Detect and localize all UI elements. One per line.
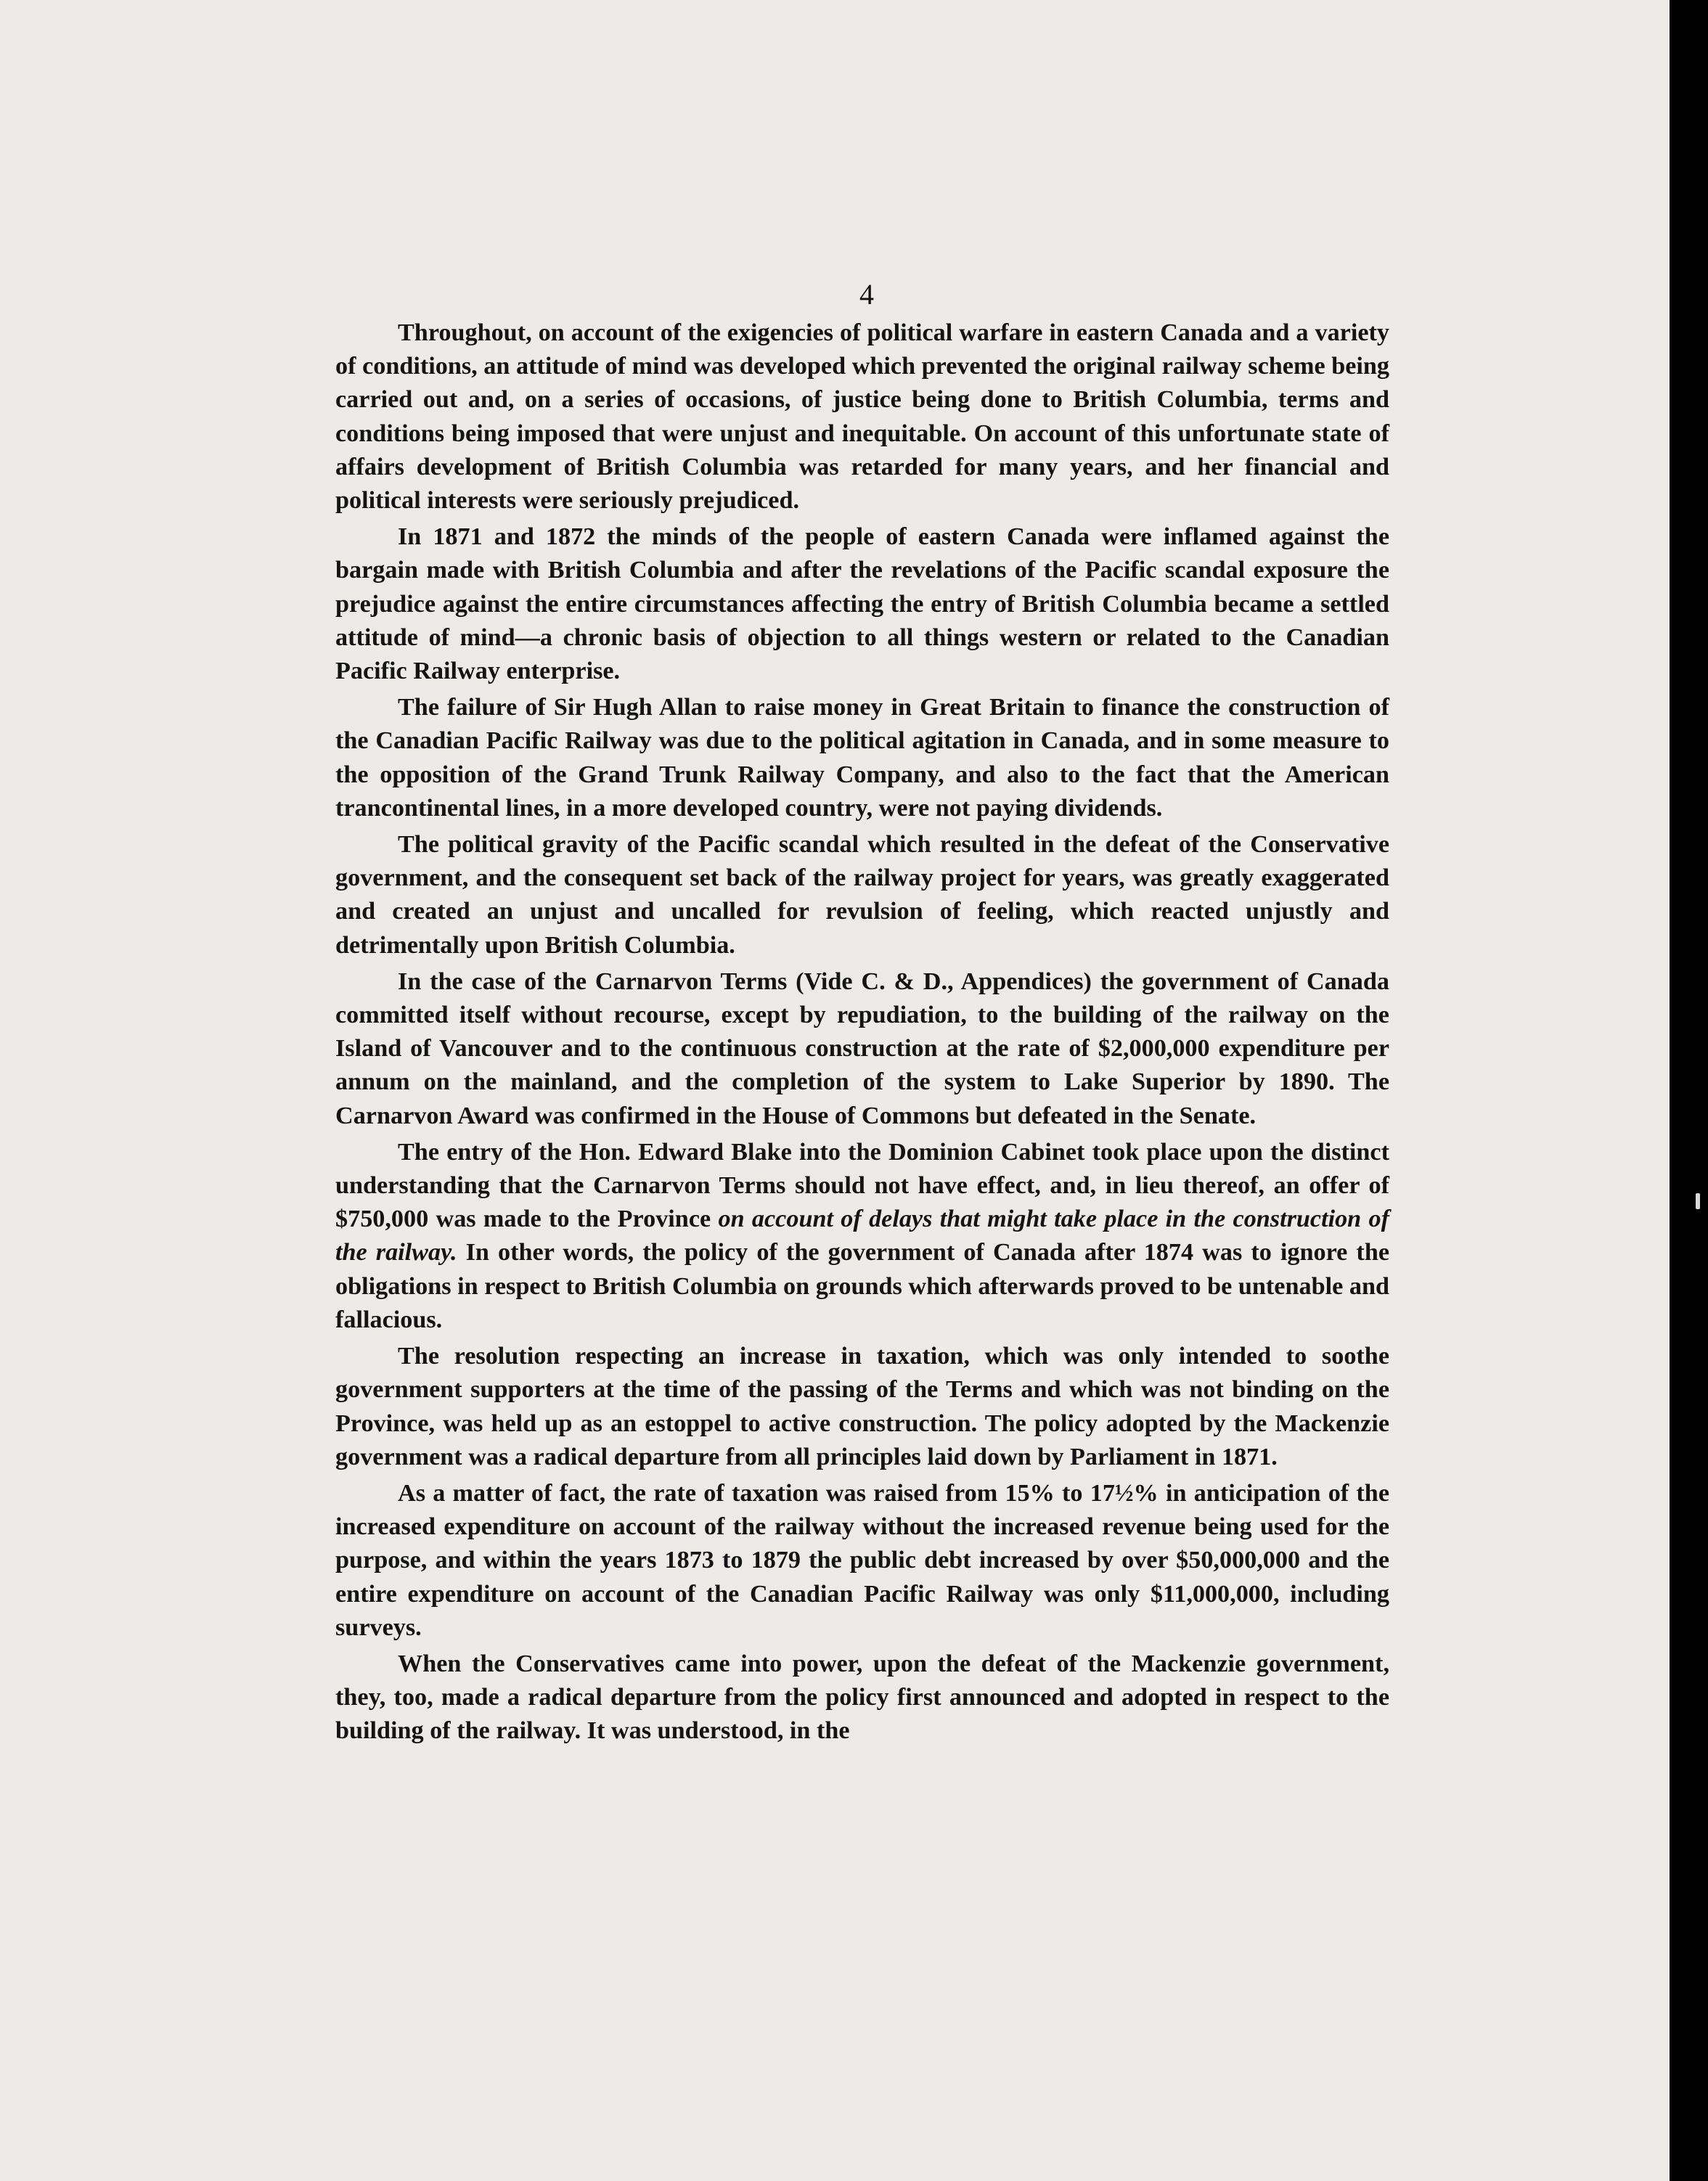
page-number: 4	[859, 278, 874, 311]
paragraph: The political gravity of the Pacific scandal which resulted in the defeat of the Conservative government, and the consequent set back of the railway project for years, was greatly exaggerated and created an unjust and uncalled for revulsion of feeling, which reacted unjustly and detrimentally upon British Columbia.	[335, 831, 1389, 959]
paragraph-text: The entry of the Hon. Edward Blake into the Dominion Cabinet took place upon the distinct understanding that the Carnarvon Terms should not have effect, and, in lieu thereof, an offer of $750,000 was made to the Province	[335, 1138, 1389, 1233]
paragraph: The resolution respecting an increase in taxation, which was only intended to soothe government supporters at the time of the passing of the Terms and which was not binding on the Province, was held up as an estoppel to active construction. The policy adopted by the Mackenzie government was a radical departure from all principles laid down by Parliament in 1871.	[335, 1343, 1389, 1470]
paragraph: Throughout, on account of the exigencies of political warfare in eastern Canada and a variety of conditions, an attitude of mind was developed which prevented the original railway scheme being carried out and, on a series of occasions, of justice being done to British Columbia, terms and conditions being imposed that were unjust and inequitable. On account of this unfortunate state of affairs development of British Columbia was retarded for many years, and her financial and political interests were seriously prejudiced.	[335, 319, 1389, 515]
paragraph: As a matter of fact, the rate of taxation was raised from 15% to 17½% in anticipation of the increased expenditure on account of the railway without the increased revenue being used for the purpose, and within the years 1873 to 1879 the public debt increased by over $50,000,000 and the entire expenditure on account of the Canadian Pacific Railway was only $11,000,000, including surveys.	[335, 1479, 1389, 1641]
paragraph	[335, 1136, 1389, 1337]
body-text	[335, 316, 1389, 1748]
italic-emphasis: on account of delays that might take place in the construction of the railway.	[335, 1206, 1389, 1267]
paragraph: The failure of Sir Hugh Allan to raise money in Great Britain to finance the construction of the Canadian Pacific Railway was due to the political agitation in Canada, and in some measure to the opposition of the Grand Trunk Railway Company, and also to the fact that the American trancontinental lines, in a more developed country, were not paying dividends.	[335, 694, 1389, 822]
paragraph: In 1871 and 1872 the minds of the people of eastern Canada were inflamed against the bargain made with British Columbia and after the revelations of the Pacific scandal exposure the prejudice against the entire circumstances affecting the entry of British Columbia became a settled attitude of mind—a chronic basis of objection to all things western or related to the Canadian Pacific Railway enterprise.	[335, 523, 1389, 685]
scan-artifact	[1696, 1193, 1700, 1209]
paragraph: In the case of the Carnarvon Terms (Vide C. & D., Appendices) the government of Canada committed itself without recourse, except by repudiation, to the building of the railway on the Island of Vancouver and to the continuous construction at the rate of $2,000,000 expenditure per annum on the mainland, and the completion of the system to Lake Superior by 1890. The Carnarvon Award was confirmed in the House of Commons but defeated in the Senate.	[335, 967, 1389, 1129]
paragraph-text: In other words, the policy of the government of Canada after 1874 was to ignore the obligations in respect to British Columbia on grounds which afterwards proved to be untenable and fallacious.	[335, 1239, 1390, 1333]
paragraph: When the Conservatives came into power, upon the defeat of the Mackenzie government, they, too, made a radical departure from the policy first announced and adopted in respect to the building of the railway. It was understood, in the	[335, 1650, 1389, 1745]
